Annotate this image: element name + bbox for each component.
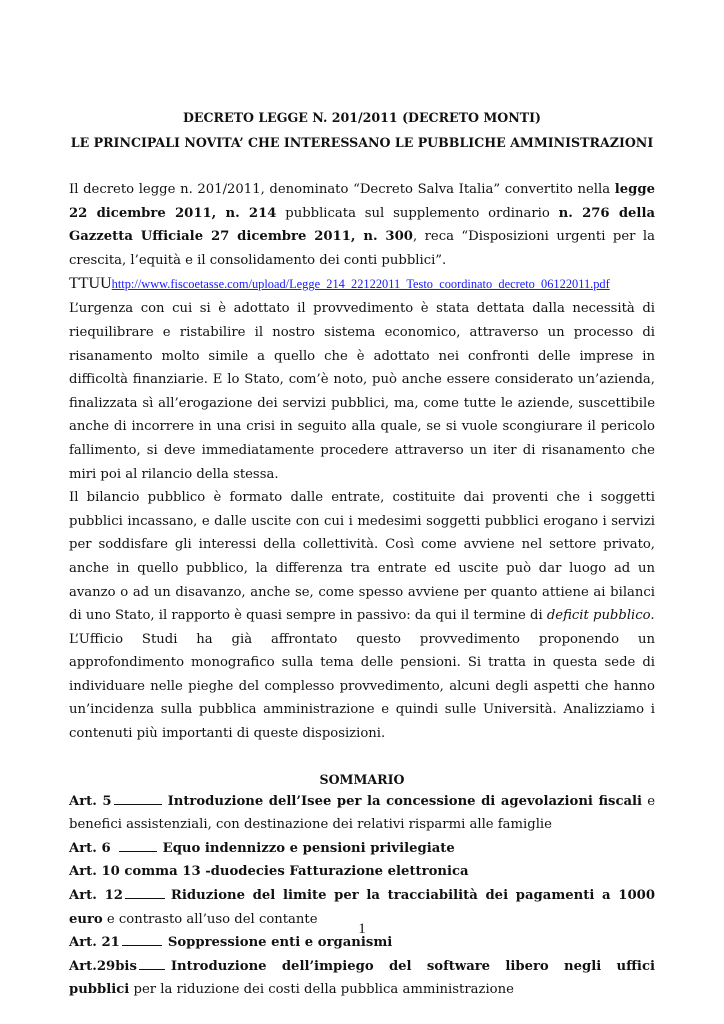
item-underline [139, 959, 165, 970]
intro-text-3: , reca “Disposizioni urgenti per la crescita, l’equità e il consolidamento dei conti pubblici”. [69, 229, 655, 268]
intro-text-1: Il decreto legge n. 201/2011, denominato “Decreto Salva Italia” convertito nella [69, 182, 615, 197]
paragraph-ufficio-studi: L’Ufficio Studi ha già affrontato questo provvedimento proponendo un approfondimento monografico sulla tema delle pensioni. Si tratta in questa sede di individuare nelle pieghe del complesso provvedimento, alcuni degli aspetti che hanno un’incidenza sulla pubblica amministrazione e quindi sulle Università. Analizziamo i contenuti più importanti di queste disposizioni. [69, 631, 655, 742]
sommario-heading: SOMMARIO [319, 771, 405, 787]
document-subtitle: LE PRINCIPALI NOVITA’ CHE INTERESSANO LE PUBBLICHE AMMINISTRAZIONI [70, 135, 654, 150]
item-lead: Art.29bis [69, 958, 137, 974]
page-number: 1 [358, 921, 366, 937]
item-underline [125, 888, 165, 899]
item-head: Introduzione dell’impiego del software libero negli uffici pubblici [69, 958, 655, 998]
item-rest: e benefici assistenziali, con destinazione dei relativi risparmi alle famiglie [69, 793, 655, 833]
document-title: DECRETO LEGGE N. 201/2011 (DECRETO MONTI) [182, 110, 542, 125]
item-head: Riduzione del limite per la tracciabilità dei pagamenti a 1000 euro [69, 888, 655, 927]
bilancio-italic: deficit pubblico. [546, 608, 655, 624]
item-head: Introduzione dell’Isee per la concessione di agevolazioni fiscali [167, 793, 643, 809]
item-underline [119, 841, 157, 852]
item-lead: Art. 6 [69, 840, 111, 856]
law-text-link[interactable]: http://www.fiscoetasse.com/upload/Legge_214_22122011_Testo_coordinato_decreto_06122011.pdf [111, 277, 610, 292]
item-rest: e contrasto all’uso del contante [102, 911, 318, 927]
item-lead: Art. 5 [69, 793, 112, 809]
item-head: Soppressione enti e organismi [167, 935, 393, 951]
sommario-item-art6 [69, 837, 655, 861]
item-rest: per la riduzione dei costi della pubblica amministrazione [129, 982, 514, 998]
item-lead: Art. 12 [69, 888, 123, 904]
link-prefix: TTUU [69, 275, 112, 293]
sommario-item-art5 [69, 790, 655, 837]
sommario-item-art29bis [69, 955, 655, 1002]
intro-bold-gazette: n. 276 della Gazzetta Ufficiale 27 dicembre 2011, n. 300 [69, 205, 655, 245]
link-line [69, 272, 655, 297]
item-lead: Art. 10 comma 13 -duodecies Fatturazione elettronica [69, 864, 469, 880]
intro-bold-law: legge 22 dicembre 2011, n. 214 [69, 182, 655, 221]
item-underline [114, 794, 162, 805]
intro-text-2: pubblicata sul supplemento ordinario [276, 205, 559, 221]
item-head: Equo indennizzo e pensioni privilegiate [162, 840, 455, 856]
paragraph-urgenza: L’urgenza con cui si è adottato il provvedimento è stata dettata dalla necessità di riequilibrare e ristabilire il nostro sistema economico, attraverso un processo di risanamento molto simile a quello che è adottato nei confronti delle imprese in difficoltà finanziarie. E lo Stato, com’è noto, può anche essere considerato un’azienda, finalizzata sì all’erogazione dei servizi pubblici, ma, come tutte le aziende, suscettibile anche di incorrere in una crisi in seguito alla quale, se si vuole scongiurare il pericolo fallimento, si deve immediatamente procedere attraverso un iter di risanamento che miri poi al rilancio della stessa. [69, 301, 655, 482]
bilancio-text: Il bilancio pubblico è formato dalle entrate, costituite dai proventi che i soggetti pubblici incassano, e dalle uscite con cui i medesimi soggetti pubblici erogano i servizi per soddisfare gli interessi della collettività. Così come avviene nel settore privato, anche in quello pubblico, la differenza tra entrate ed uscite può dar luogo ad un avanzo o ad un disavanzo, anche se, come spesso avviene per quanto attiene ai bilanci di uno Stato, il rapporto è quasi sempre in passivo: da qui il termine di [69, 490, 655, 624]
item-lead: Art. 21 [69, 935, 120, 951]
sommario-item-art10 [69, 860, 655, 884]
paragraph-bilancio [69, 486, 655, 628]
intro-paragraph [69, 178, 655, 272]
